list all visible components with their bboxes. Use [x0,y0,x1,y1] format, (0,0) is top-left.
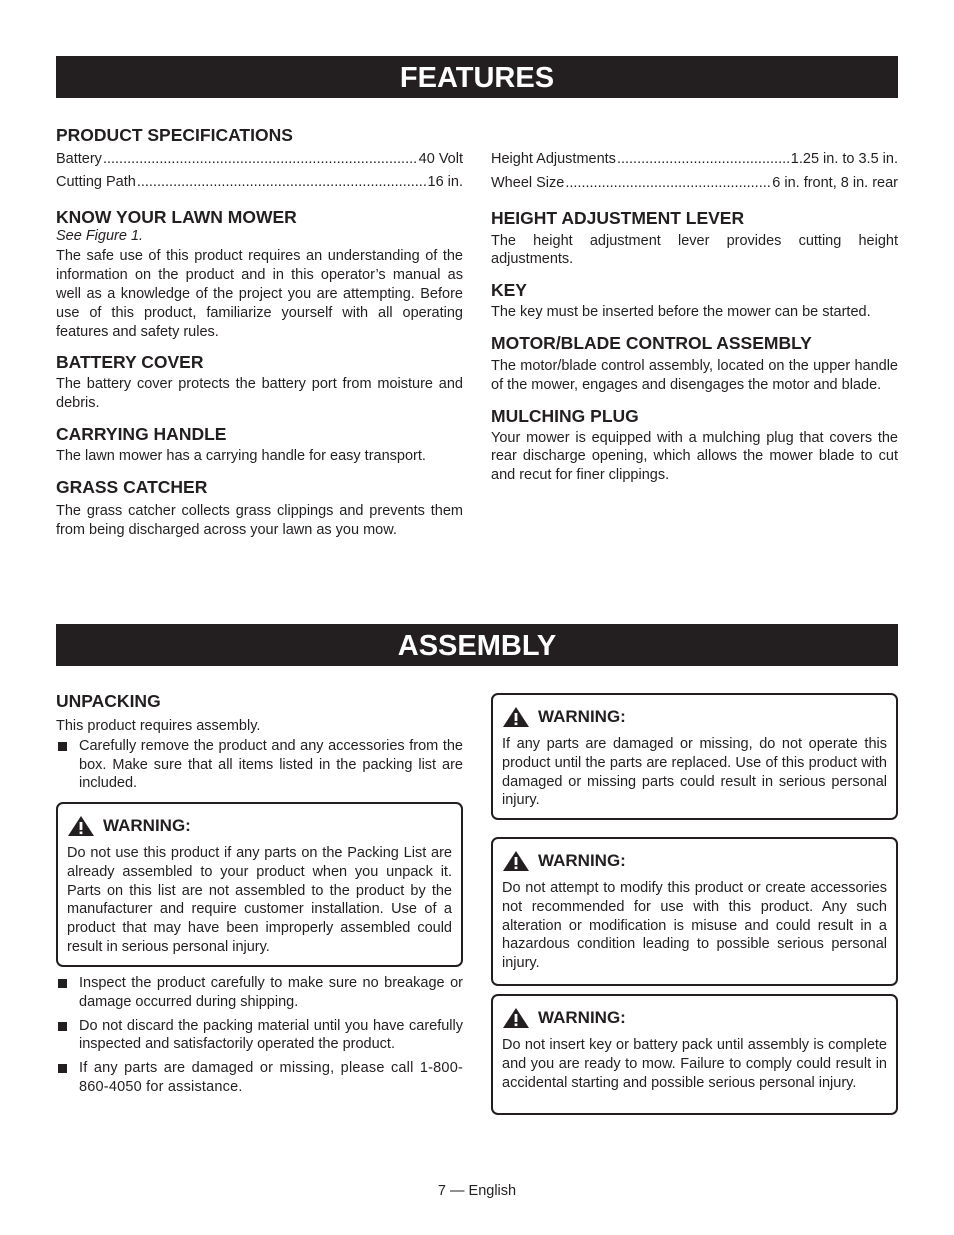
list-item: If any parts are damaged or missing, please call 1-800-860-4050 for assistance. [56,1059,463,1097]
key-heading: KEY [491,280,527,301]
list-item: Do not discard the packing material until you have carefully inspected and satisfactorily operated the product. [56,1017,463,1055]
assembly-bullets-after [56,974,463,1097]
warning-box-packing-list [56,802,463,967]
spec-row-wheel-size: Wheel Size ..... 6 in. front, 8 in. rear [491,174,898,193]
warning-box-insert-key [491,994,898,1115]
bullet-square-icon [58,742,67,751]
spec-row-height-adjustments: Height Adjustments ..... 1.25 in. to 3.5 in. [491,150,898,169]
key-text: The key must be inserted before the mower can be started. [491,304,871,321]
warning-triangle-icon [502,850,530,872]
features-left-column [56,125,463,539]
assembly-intro-text: This product requires assembly. [56,718,261,734]
spec-row-battery: Battery ..... 40 Volt [56,150,463,169]
battery-cover-text: The battery cover protects the battery port from moisture and debris. [56,376,463,412]
see-figure-note: See Figure 1. [56,227,144,244]
mulching-plug-text: Your mower is equipped with a mulching plug that covers the rear discharge opening, which allows the mower blade to cut and recut for finer clippings. [491,429,898,484]
warning-text: Do not use this product if any parts on the Packing List are already assembled to your product when you unpack it. Parts on this list are not assembled to the product by the manufacturer and require customer installation. Use of a product that may have been improperly assembled could result in serious personal injury. [67,845,452,955]
motor-blade-control-text: The motor/blade control assembly, located on the upper handle of the mower, engages and disengages the motor and blade. [491,357,898,393]
grass-catcher-heading: GRASS CATCHER [56,476,208,497]
warning-box-damaged-parts [491,693,898,820]
warning-triangle-icon [67,815,95,837]
warning-title: WARNING: [538,851,626,870]
features-banner: FEATURES [56,56,898,98]
warning-box-modify [491,837,898,986]
carrying-handle-text: The lawn mower has a carrying handle for easy transport. [56,447,426,464]
warning-text: Do not attempt to modify this product or create accessories not recommended for use with this product. Any such alteration or modification is misuse and could result in a hazardous condition leading to possible serious personal injury. [502,880,887,972]
warning-text: If any parts are damaged or missing, do not operate this product until the parts are replaced. Use of this product with damaged or missing parts could result in serious personal injury. [502,736,887,809]
unpacking-heading: UNPACKING [56,691,161,711]
battery-cover-heading: BATTERY COVER [56,352,204,373]
height-adjustment-lever-heading: HEIGHT ADJUSTMENT LEVER [491,207,745,228]
carrying-handle-heading: CARRYING HANDLE [56,423,227,444]
warning-title: WARNING: [538,1008,626,1027]
warning-triangle-icon [502,706,530,728]
bullet-square-icon [58,1064,67,1073]
page-footer: 7 — English [437,1183,517,1199]
know-your-lawn-mower-text: The safe use of this product requires an understanding of the information on the product and in this operator’s manual as well as a knowledge of the project you are attempting. Before use of this product, familiarize yourself with all operating features and safety rules. [56,248,463,340]
spec-row-cutting-path: Cutting Path ..... 16 in. [56,173,463,192]
motor-blade-control-heading: MOTOR/BLADE CONTROL ASSEMBLY [491,332,812,353]
bullet-square-icon [58,979,67,988]
warning-title: WARNING: [538,707,626,726]
know-your-lawn-mower-heading: KNOW YOUR LAWN MOWER [56,206,297,227]
list-item: Carefully remove the product and any accessories from the box. Make sure that all items listed in the packing list are included. [56,737,463,793]
assembly-left-column [56,691,463,793]
grass-catcher-text: The grass catcher collects grass clippings and prevents them from being discharged across your lawn as you mow. [56,502,463,538]
product-specifications-heading: PRODUCT SPECIFICATIONS [56,125,293,145]
features-right-column [491,150,898,485]
warning-triangle-icon [502,1007,530,1029]
warning-title: WARNING: [103,816,191,835]
warning-text: Do not insert key or battery pack until assembly is complete and you are ready to mow. Failure to comply could result in accidental starting and possible serious personal injury. [502,1037,887,1091]
assembly-banner: ASSEMBLY [56,624,898,666]
bullet-square-icon [58,1022,67,1031]
height-adjustment-lever-text: The height adjustment lever provides cutting height adjustments. [491,232,898,268]
list-item: Inspect the product carefully to make sure no breakage or damage occurred during shipping. [56,974,463,1012]
mulching-plug-heading: MULCHING PLUG [491,405,639,426]
